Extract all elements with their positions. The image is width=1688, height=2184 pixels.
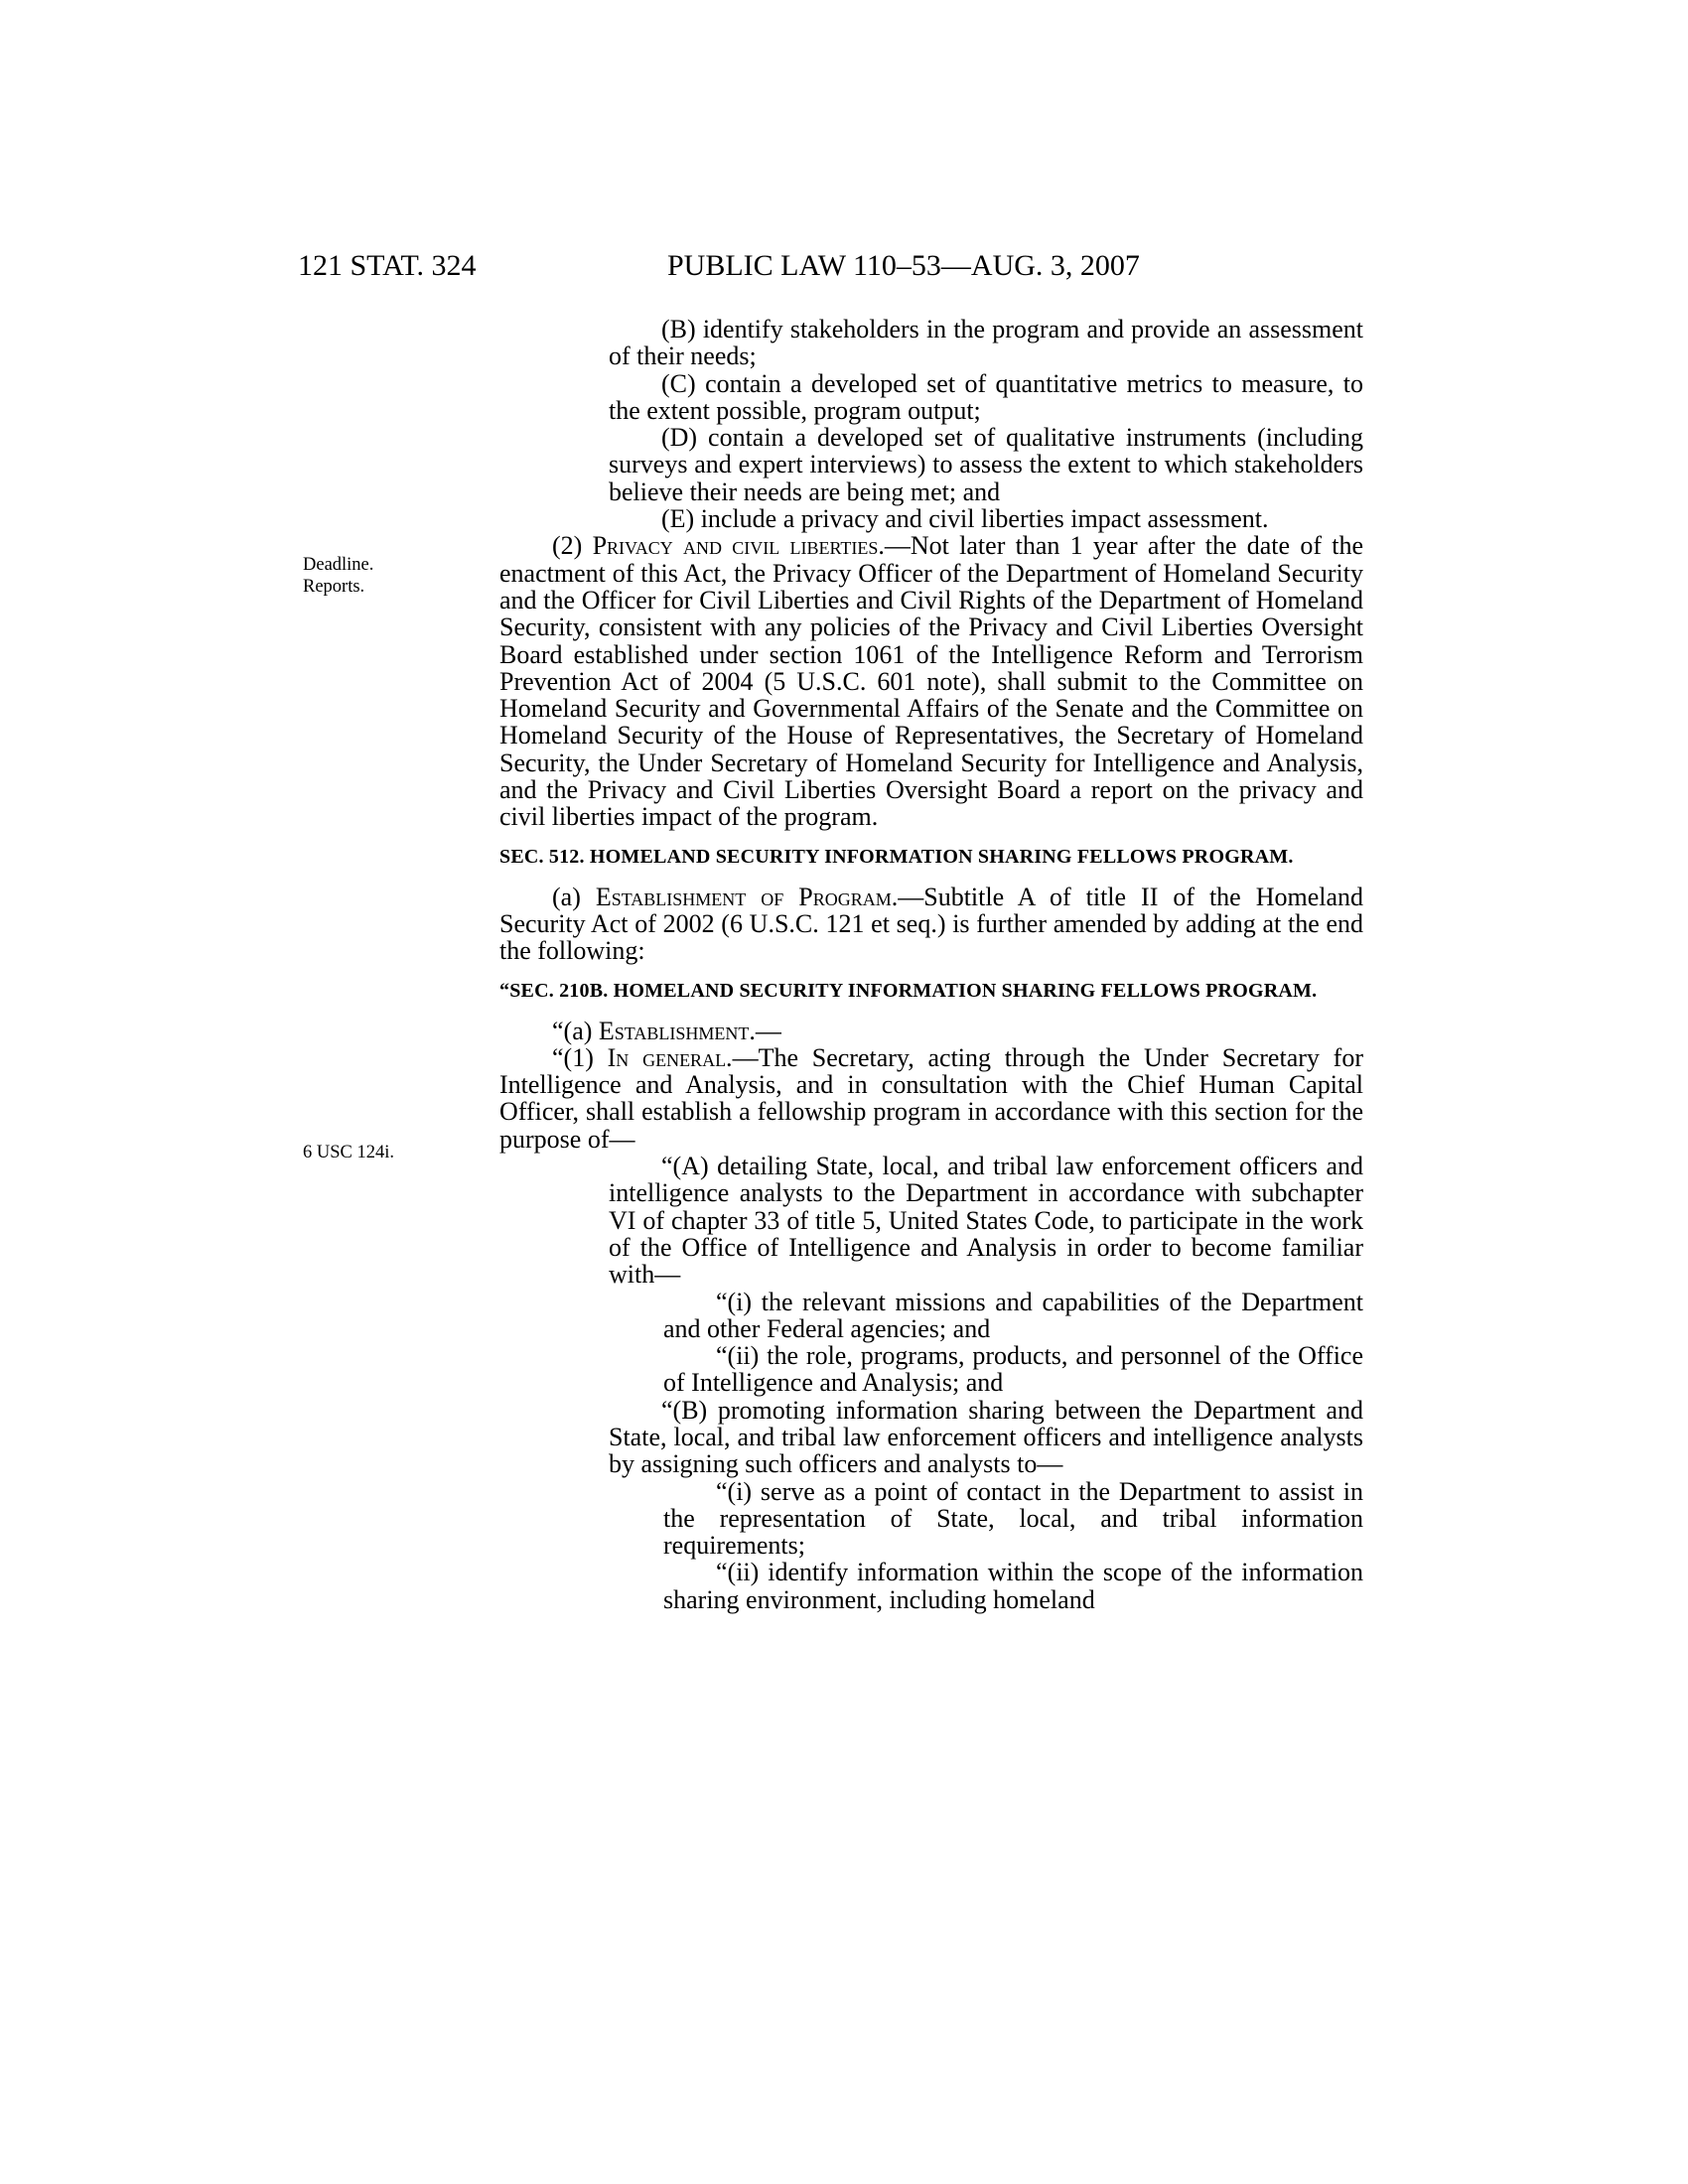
inserted-clause-a-i: “(i) the relevant missions and capabilities of the Department and other Federal agencies; and: [663, 1287, 1363, 1343]
margin-note-deadline-reports: [303, 554, 373, 598]
section-210b-heading: “SEC. 210B. HOMELAND SECURITY INFORMATION SHARING FELLOWS PROGRAM.: [499, 979, 1318, 1002]
subsection-number: (a): [552, 882, 581, 911]
inserted-clause-b-ii: “(ii) identify information within the scope of the information sharing environment, including homeland: [663, 1558, 1363, 1614]
subsection-a-establishment: [499, 884, 1363, 965]
paragraph-number: (2): [552, 531, 583, 561]
inserted-clause-a-ii: “(ii) the role, programs, products, and personnel of the Office of Intelligence and Analysis; and: [663, 1341, 1363, 1398]
inserted-paragraph-heading: In general.: [607, 1042, 733, 1072]
running-head: PUBLIC LAW 110–53—AUG. 3, 2007: [667, 249, 1140, 282]
paragraph-2-privacy: [499, 532, 1363, 830]
inserted-clause-b: “(B) promoting information sharing between the Department and State, local, and tribal law enforcement officers and intelligence analysts by assigning such officers and analysts to—: [609, 1395, 1363, 1479]
inserted-subsection-dash: —: [755, 1016, 781, 1045]
statute-page-number: 121 STAT. 324: [298, 249, 477, 282]
inserted-clause-b-i: “(i) serve as a point of contact in the Department to assist in the representation of State, local, and tribal information requirements;: [663, 1476, 1363, 1561]
inserted-clause-a: “(A) detailing State, local, and tribal law enforcement officers and intelligence analysts to the Department in accordance with subchapter VI of chapter 33 of title 5, United States Code, to participate in the work of the Office of Intelligence and Analysis in order to become familiar with—: [609, 1152, 1363, 1290]
inserted-paragraph-text: —The Secretary, acting through the Under Secretary for Intelligence and Analysis, and in consultation with the Chief Human Capital Officer, shall establish a fellowship program in accordance with this section for the purpose of—: [499, 1042, 1363, 1154]
inserted-subsection-a: [499, 1018, 1363, 1044]
inserted-paragraph-number: “(1): [552, 1042, 594, 1072]
margin-note-usc: [303, 1142, 394, 1163]
paragraph-heading: Privacy and civil liberties.: [592, 531, 885, 561]
subsection-text: —Subtitle A of title II of the Homeland Security Act of 2002 (6 U.S.C. 121 et seq.) is further amended by adding at the end the following:: [499, 882, 1364, 966]
clause-d: (D) contain a developed set of qualitative instruments (including surveys and expert interviews) to assess the extent to which stakeholders believe their needs are being met; and: [609, 423, 1363, 506]
section-512-heading: SEC. 512. HOMELAND SECURITY INFORMATION SHARING FELLOWS PROGRAM.: [499, 845, 1294, 868]
page-header: [298, 246, 1362, 286]
inserted-paragraph-1: [499, 1044, 1363, 1153]
clause-b: (B) identify stakeholders in the program and provide an assessment of their needs;: [609, 315, 1363, 371]
margin-note-usc-citation: 6 USC 124i.: [303, 1143, 395, 1162]
margin-note-reports: Reports.: [303, 577, 365, 597]
clause-e: (E) include a privacy and civil liberties impact assessment.: [661, 504, 1269, 534]
subsection-heading: Establishment of Program.: [595, 882, 899, 911]
inserted-subsection-heading: Establishment.: [598, 1016, 756, 1045]
document-body: [499, 316, 1363, 1613]
inserted-subsection-number: “(a): [552, 1016, 593, 1045]
margin-note-deadline: Deadline.: [303, 555, 374, 575]
paragraph-text: —Not later than 1 year after the date of the enactment of this Act, the Privacy Officer of the Department of Homeland Security and the Officer for Civil Liberties and Civil Rights of the Department of Homeland Security, consistent with any policies of the Privacy and Civil Liberties Oversight Board established under section 1061 of the Intelligence Reform and Terrorism Prevention Act of 2004 (5 U.S.C. 601 note), shall submit to the Committee on Homeland Security and Governmental Affairs of the Senate and the Committee on Homeland Security of the House of Representatives, the Secretary of Homeland Security, the Under Secretary of Homeland Security for Intelligence and Analysis, and the Privacy and Civil Liberties Oversight Board a report on the privacy and civil liberties impact of the program.: [499, 531, 1364, 832]
clause-c: (C) contain a developed set of quantitative metrics to measure, to the extent possible, program output;: [609, 368, 1363, 425]
